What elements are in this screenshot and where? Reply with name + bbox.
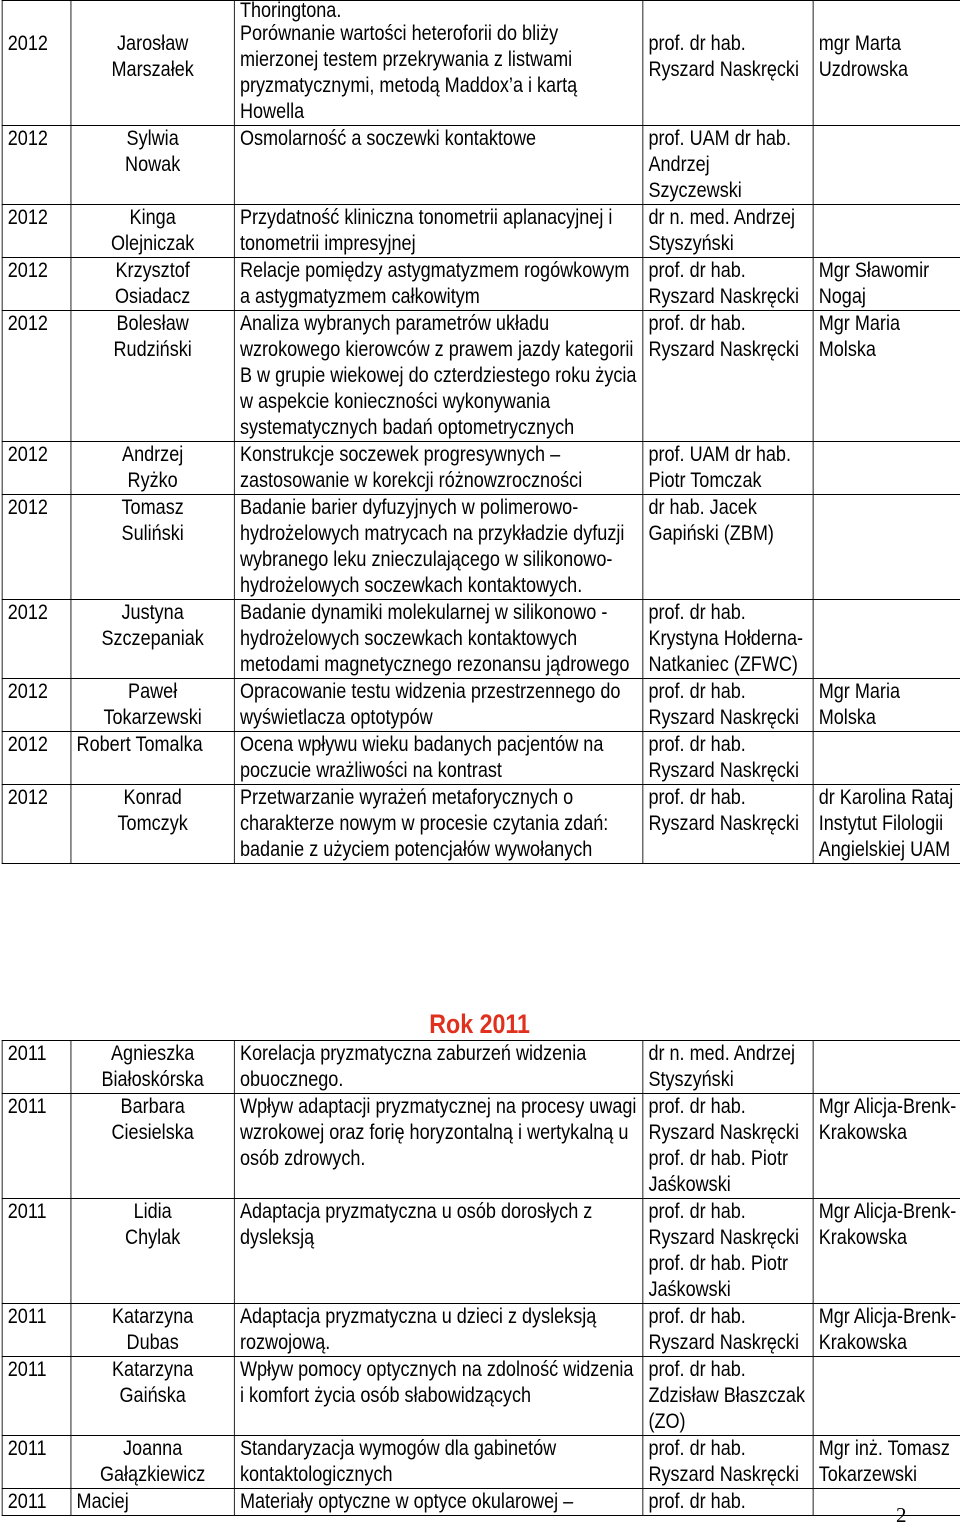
table-row	[2, 1, 960, 22]
supervisor-cell: prof. dr hab. Ryszard Naskręcki	[643, 785, 813, 864]
author-name: Sylwia	[126, 127, 179, 150]
thesis-table-2011	[2, 1040, 960, 1516]
author-cell	[71, 1199, 234, 1304]
supervisor-cell: prof. dr hab. Krystyna Hołderna-Natkaniec (ZFWC)	[643, 600, 813, 679]
author-name: Barbara	[120, 1095, 185, 1118]
year-cell: 2012	[2, 442, 71, 495]
thesis-title-cell: Standaryzacja wymogów dla gabinetów kontaktologicznych	[234, 1436, 643, 1489]
year-cell: 2012	[2, 732, 71, 785]
year-cell: 2012	[2, 258, 71, 311]
reviewer-cell: Mgr Alicja-Brenk-Krakowska	[813, 1199, 960, 1304]
thesis-title-cell: Thoringtona.	[234, 1, 643, 22]
reviewer-cell: mgr Marta Uzdrowska	[813, 21, 960, 126]
section-2011	[0, 1040, 960, 1516]
author-cell	[71, 600, 234, 679]
supervisor-cell: prof. UAM dr hab. Andrzej Szyczewski	[643, 126, 813, 205]
author-name: Tokarzewski	[103, 706, 202, 729]
thesis-title-cell: Przetwarzanie wyrażeń metaforycznych o charakterze nowym w procesie czytania zdań: badanie z użyciem potencjałów wywołanych	[234, 785, 643, 864]
author-cell	[71, 1436, 234, 1489]
supervisor-cell: prof. dr hab. Ryszard Naskręcki prof. dr hab. Piotr Jaśkowski	[643, 1094, 813, 1199]
reviewer-cell: Mgr Maria Molska	[813, 679, 960, 732]
supervisor-cell	[643, 1, 813, 22]
table-row	[2, 1094, 960, 1199]
author-cell	[71, 679, 234, 732]
year-cell: 2012	[2, 311, 71, 442]
year-cell: 2011	[2, 1094, 71, 1199]
author-name: Katarzyna	[111, 1305, 194, 1328]
author-name: Agnieszka	[110, 1042, 195, 1065]
reviewer-cell: Mgr Sławomir Nogaj	[813, 258, 960, 311]
author-name: Maciej	[76, 1490, 129, 1513]
author-name: Tomczyk	[117, 812, 188, 835]
reviewer-cell	[813, 1357, 960, 1436]
author-cell	[71, 1041, 234, 1094]
year-cell: 2011	[2, 1304, 71, 1357]
thesis-title-cell: Adaptacja pryzmatyczna u dzieci z dysleksją rozwojową.	[234, 1304, 643, 1357]
supervisor-cell: prof. dr hab. Ryszard Naskręcki	[643, 732, 813, 785]
table-row	[2, 205, 960, 258]
table-row	[2, 1489, 960, 1516]
author-cell	[71, 1357, 234, 1436]
table-row	[2, 126, 960, 205]
table-row	[2, 1357, 960, 1436]
thesis-title-cell: Przydatność kliniczna tonometrii aplanacyjnej i tonometrii impresyjnej	[234, 205, 643, 258]
author-name: Bolesław	[116, 312, 189, 335]
supervisor-cell: prof. dr hab. Ryszard Naskręcki	[643, 679, 813, 732]
reviewer-cell: Mgr Alicja-Brenk-Krakowska	[813, 1094, 960, 1199]
author-name: Suliński	[121, 522, 184, 545]
table-row	[2, 258, 960, 311]
supervisor-cell: prof. dr hab.	[643, 1489, 813, 1516]
author-name: Osiadacz	[114, 285, 191, 308]
reviewer-cell	[813, 1, 960, 22]
table-row	[2, 495, 960, 600]
author-cell	[71, 1094, 234, 1199]
year-cell: 2012	[2, 600, 71, 679]
thesis-title-cell: Adaptacja pryzmatyczna u osób dorosłych z dysleksją	[234, 1199, 643, 1304]
year-cell: 2012	[2, 785, 71, 864]
reviewer-cell: Mgr Maria Molska	[813, 311, 960, 442]
reviewer-cell	[813, 732, 960, 785]
author-name: Jarosław	[117, 32, 189, 55]
author-name: Dubas	[126, 1331, 179, 1354]
author-name: Katarzyna	[111, 1358, 194, 1381]
year-cell: 2012	[2, 205, 71, 258]
reviewer-cell	[813, 495, 960, 600]
supervisor-cell: prof. dr hab. Ryszard Naskręcki	[643, 1304, 813, 1357]
author-name: Lidia	[133, 1200, 172, 1223]
year-cell: 2012	[2, 1, 71, 126]
supervisor-cell: dr hab. Jacek Gapiński (ZBM)	[643, 495, 813, 600]
author-name: Szczepaniak	[101, 627, 204, 650]
reviewer-cell: Mgr inż. Tomasz Tokarzewski	[813, 1436, 960, 1489]
year-cell: 2011	[2, 1041, 71, 1094]
thesis-title-cell: Osmolarność a soczewki kontaktowe	[234, 126, 643, 205]
author-name: Justyna	[121, 601, 184, 624]
table-row	[2, 600, 960, 679]
table-row	[2, 785, 960, 864]
page-number: 2	[896, 1503, 907, 1527]
supervisor-cell: prof. UAM dr hab. Piotr Tomczak	[643, 442, 813, 495]
thesis-title-cell: Analiza wybranych parametrów układu wzrokowego kierowców z prawem jazdy kategorii B w grupie wiekowej do czterdziestego roku życia w aspekcie konieczności wykonywania systematycznych badań optometrycznych	[234, 311, 643, 442]
thesis-title-cell: Materiały optyczne w optyce okularowej –	[234, 1489, 643, 1516]
thesis-title-cell: Badanie barier dyfuzyjnych w polimerowo-hydrożelowych matrycach na przykładzie dyfuzji wybranego leku znieczulającego w silikonowo-hydrożelowych soczewkach kontaktowych.	[234, 495, 643, 600]
author-name: Paweł	[128, 680, 178, 703]
author-name: Kinga	[129, 206, 176, 229]
supervisor-cell: prof. dr hab. Ryszard Naskręcki	[643, 1436, 813, 1489]
thesis-title-cell: Wpływ pomocy optycznych na zdolność widzenia i komfort życia osób słabowidzących	[234, 1357, 643, 1436]
table-row	[2, 679, 960, 732]
author-cell	[71, 495, 234, 600]
thesis-title-cell: Opracowanie testu widzenia przestrzennego do wyświetlacza optotypów	[234, 679, 643, 732]
author-name: Tomasz	[121, 496, 184, 519]
thesis-title-cell: Wpływ adaptacji pryzmatycznej na procesy uwagi wzrokowej oraz forię horyzontalną i wertykalną u osób zdrowych.	[234, 1094, 643, 1199]
author-cell	[71, 311, 234, 442]
reviewer-cell	[813, 600, 960, 679]
author-name: Olejniczak	[110, 232, 195, 255]
author-cell	[71, 442, 234, 495]
author-name: Chylak	[125, 1226, 181, 1249]
reviewer-cell	[813, 205, 960, 258]
author-name: Andrzej	[122, 443, 184, 466]
table-row	[2, 1199, 960, 1304]
author-name: Ciesielska	[111, 1121, 194, 1144]
author-name: Gaińska	[119, 1384, 186, 1407]
table-row	[2, 1041, 960, 1094]
supervisor-cell: dr n. med. Andrzej Styszyński	[643, 1041, 813, 1094]
author-cell	[71, 732, 234, 785]
table-row	[2, 311, 960, 442]
author-name: Białoskórska	[101, 1068, 204, 1091]
supervisor-cell: prof. dr hab. Ryszard Naskręcki	[643, 311, 813, 442]
supervisor-cell: prof. dr hab. Ryszard Naskręcki	[643, 258, 813, 311]
year-cell: 2011	[2, 1436, 71, 1489]
author-cell	[71, 1489, 234, 1516]
thesis-title-cell: Ocena wpływu wieku badanych pacjentów na poczucie wrażliwości na kontrast	[234, 732, 643, 785]
supervisor-cell: prof. dr hab. Zdzisław Błaszczak (ZO)	[643, 1357, 813, 1436]
thesis-table-2012	[2, 0, 960, 864]
author-name: Joanna	[123, 1437, 183, 1460]
author-name: Nowak	[125, 153, 181, 176]
year-cell: 2012	[2, 495, 71, 600]
author-name: Robert Tomalka	[76, 733, 203, 756]
author-cell	[71, 1304, 234, 1357]
table-row	[2, 442, 960, 495]
author-name: Ryżko	[127, 469, 178, 492]
author-name: Marszałek	[111, 58, 194, 81]
author-name: Rudziński	[113, 338, 192, 361]
author-name: Gałązkiewicz	[99, 1463, 206, 1486]
author-name: Krzysztof	[115, 259, 190, 282]
reviewer-cell: Mgr Alicja-Brenk-Krakowska	[813, 1304, 960, 1357]
thesis-title-cell: Porównanie wartości heteroforii do bliży mierzonej testem przekrywania z listwami pryzmatycznymi, metodą Maddox’a i kartą Howella	[234, 21, 643, 126]
year-cell: 2011	[2, 1357, 71, 1436]
year-cell: 2011	[2, 1199, 71, 1304]
supervisor-cell: prof. dr hab. Ryszard Naskręcki	[643, 21, 813, 126]
section-heading-2011: Rok 2011	[429, 1009, 530, 1039]
thesis-title-cell: Badanie dynamiki molekularnej w silikonowo - hydrożelowych soczewkach kontaktowych metodami magnetycznego rezonansu jądrowego	[234, 600, 643, 679]
table-row	[2, 732, 960, 785]
reviewer-cell	[813, 1489, 960, 1516]
table-row	[2, 1436, 960, 1489]
reviewer-cell	[813, 126, 960, 205]
reviewer-cell	[813, 1041, 960, 1094]
author-name: Konrad	[123, 786, 182, 809]
year-cell: 2012	[2, 126, 71, 205]
author-cell	[71, 126, 234, 205]
supervisor-cell: dr n. med. Andrzej Styszyński	[643, 205, 813, 258]
thesis-title-cell: Korelacja pryzmatyczna zaburzeń widzenia obuocznego.	[234, 1041, 643, 1094]
author-cell	[71, 258, 234, 311]
supervisor-cell: prof. dr hab. Ryszard Naskręcki prof. dr hab. Piotr Jaśkowski	[643, 1199, 813, 1304]
year-cell: 2012	[2, 679, 71, 732]
table-row	[2, 1304, 960, 1357]
reviewer-cell	[813, 442, 960, 495]
author-cell	[71, 785, 234, 864]
year-cell: 2011	[2, 1489, 71, 1516]
thesis-title-cell: Konstrukcje soczewek progresywnych – zastosowanie w korekcji różnowzroczności	[234, 442, 643, 495]
author-cell	[71, 1, 234, 126]
author-cell	[71, 205, 234, 258]
thesis-title-cell: Relacje pomiędzy astygmatyzmem rogówkowym a astygmatyzmem całkowitym	[234, 258, 643, 311]
reviewer-cell: dr Karolina Rataj Instytut Filologii Angielskiej UAM	[813, 785, 960, 864]
